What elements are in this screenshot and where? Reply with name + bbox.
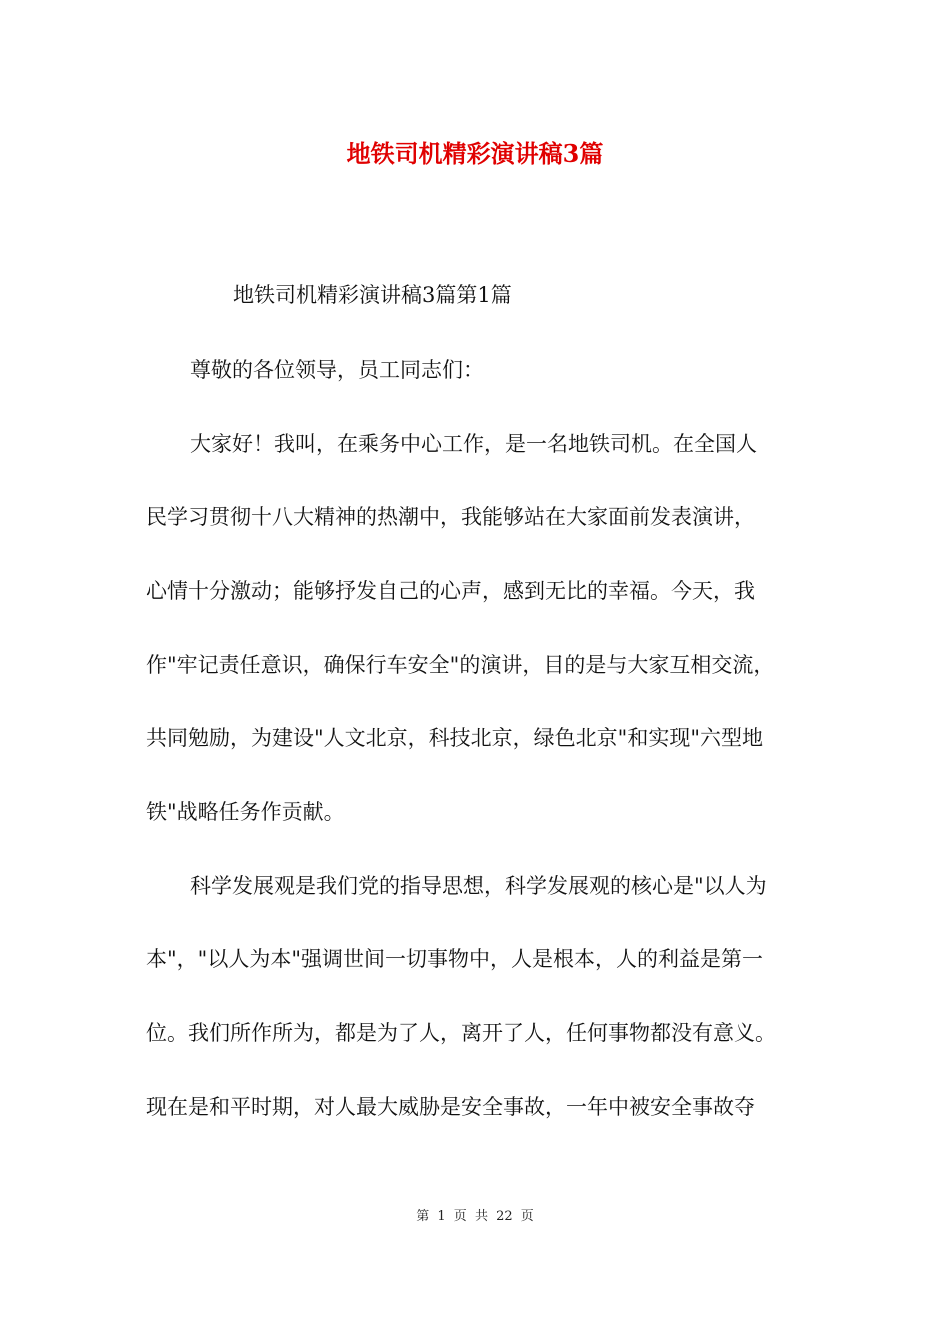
footer-total-label: 共	[474, 1209, 488, 1224]
footer-page-label: 页	[453, 1209, 467, 1224]
page-footer	[0, 1208, 950, 1226]
paragraph-line: 科学发展观是我们党的指导思想，科学发展观的核心是"以人为	[190, 874, 767, 898]
paragraph-line: 大家好！我叫，在乘务中心工作，是一名地铁司机。在全国人	[190, 432, 757, 456]
footer-total-pages: 22	[496, 1209, 513, 1224]
paragraph-line: 共同勉励，为建设"人文北京，科技北京，绿色北京"和实现"六型地	[146, 726, 763, 750]
paragraph-line: 民学习贯彻十八大精神的热潮中，我能够站在大家面前发表演讲，	[146, 505, 755, 529]
paragraph-line: 位。我们所作所为，都是为了人，离开了人，任何事物都没有意义。	[146, 1021, 776, 1045]
paragraph-line: 本"，"以人为本"强调世间一切事物中，人是根本，人的利益是第一	[146, 947, 763, 971]
paragraph-line: 作"牢记责任意识，确保行车安全"的演讲，目的是与大家互相交流，	[146, 653, 775, 677]
section-heading: 地铁司机精彩演讲稿3篇第1篇	[233, 283, 512, 307]
document-title: 地铁司机精彩演讲稿3篇	[346, 139, 604, 168]
footer-suffix: 页	[520, 1209, 534, 1224]
paragraph-line: 心情十分激动；能够抒发自己的心声，感到无比的幸福。今天，我	[146, 579, 755, 603]
footer-page-number: 1	[437, 1209, 446, 1224]
paragraph-line: 现在是和平时期，对人最大威胁是安全事故，一年中被安全事故夺	[146, 1095, 755, 1119]
paragraph-line: 铁"战略任务作贡献。	[146, 800, 345, 824]
paragraph-line: 尊敬的各位领导，员工同志们：	[190, 358, 484, 382]
footer-prefix: 第	[416, 1209, 430, 1224]
